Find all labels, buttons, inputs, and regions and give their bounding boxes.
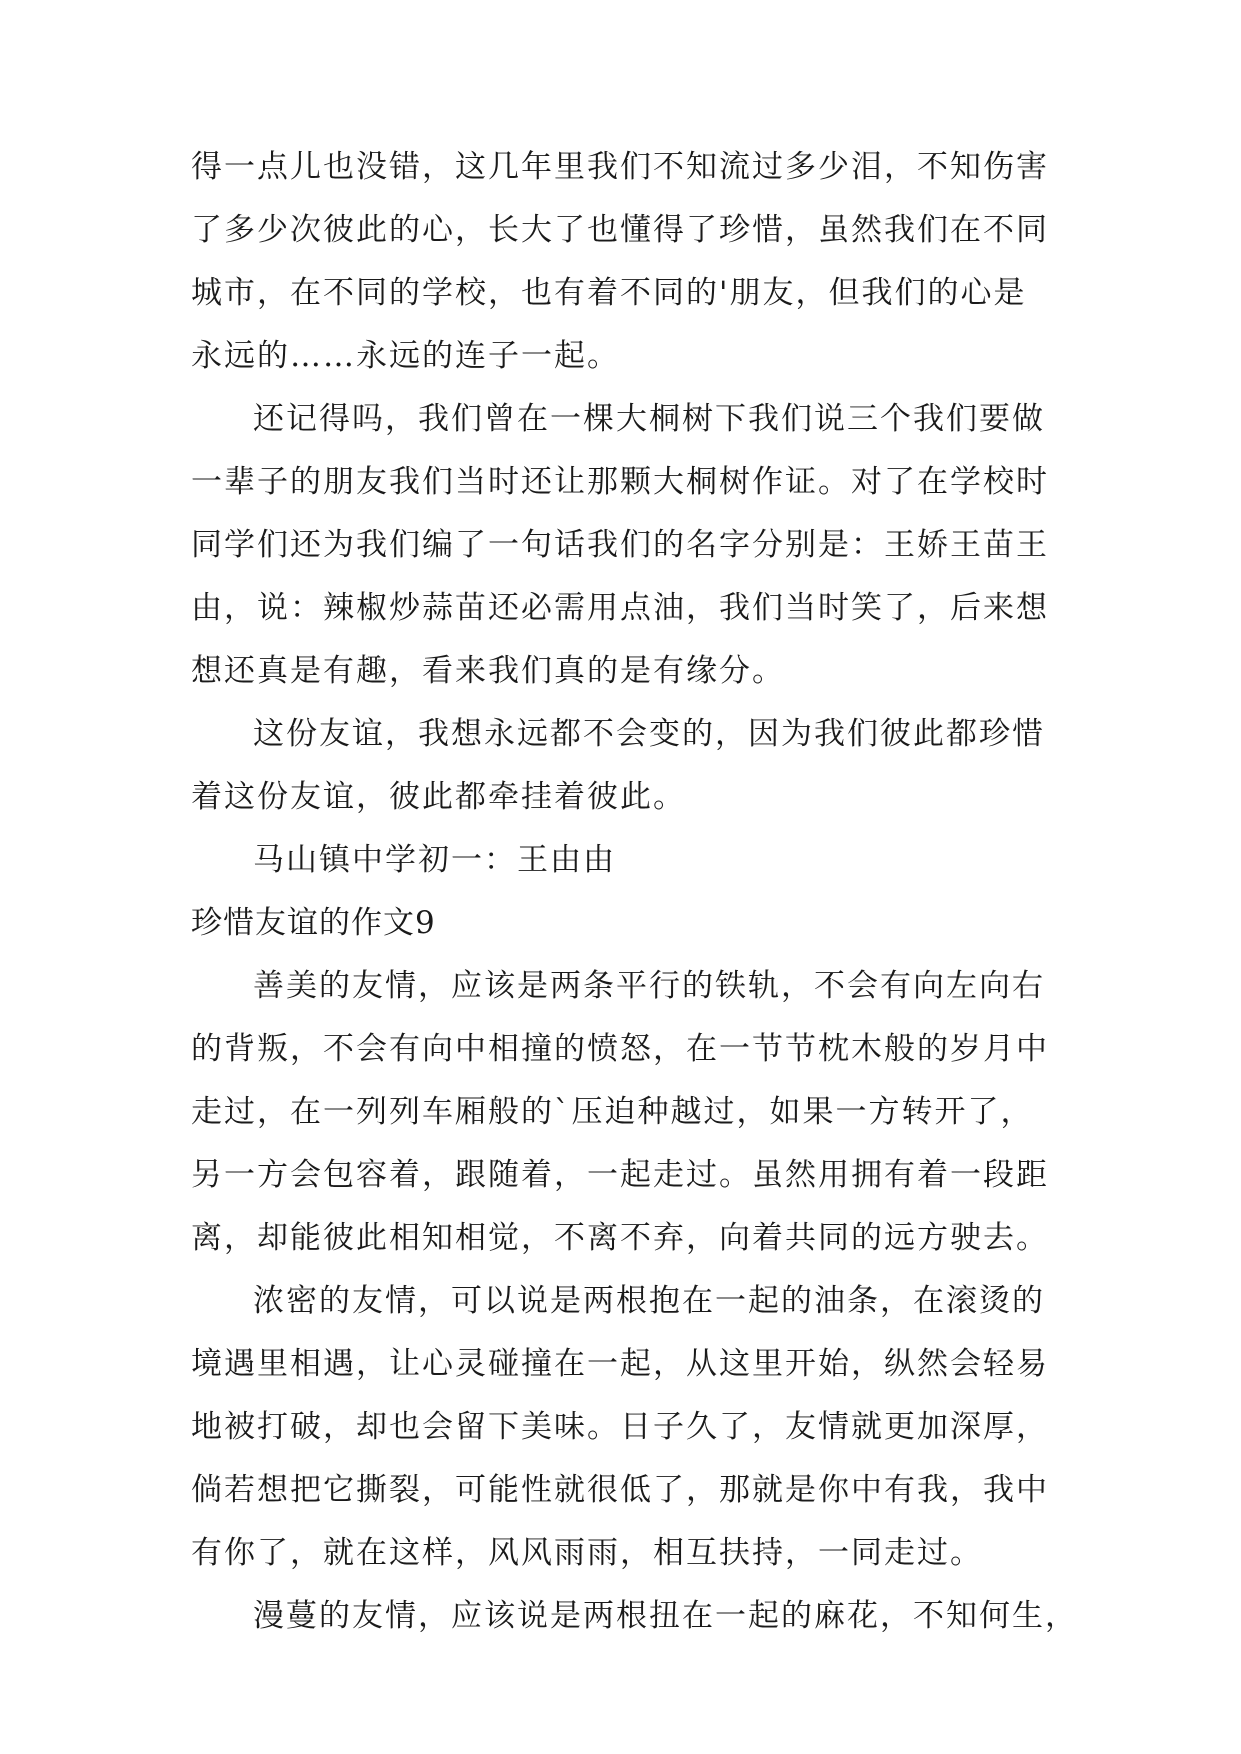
text-line: 同学们还为我们编了一句话我们的名字分别是：王娇王苗王 xyxy=(191,527,1049,563)
paragraph-start-line: 善美的友情，应该是两条平行的铁轨，不会有向左向右 xyxy=(253,968,1045,1004)
author-signature: 马山镇中学初一：王由由 xyxy=(253,842,616,878)
text-line: 得一点儿也没错，这几年里我们不知流过多少泪，不知伤害 xyxy=(191,149,1049,185)
paragraph-start-line: 浓密的友情，可以说是两根抱在一起的油条，在滚烫的 xyxy=(253,1283,1045,1319)
section-heading: 珍惜友谊的作文9 xyxy=(191,905,436,941)
text-line: 着这份友谊，彼此都牵挂着彼此。 xyxy=(191,779,686,815)
text-line: 有你了，就在这样，风风雨雨，相互扶持，一同走过。 xyxy=(191,1535,983,1571)
text-line: 另一方会包容着，跟随着，一起走过。虽然用拥有着一段距 xyxy=(191,1157,1049,1193)
text-line: 境遇里相遇，让心灵碰撞在一起，从这里开始，纵然会轻易 xyxy=(191,1346,1049,1382)
text-line: 走过，在一列列车厢般的`压迫种越过，如果一方转开了， xyxy=(191,1094,1034,1130)
paragraph-start-line: 这份友谊，我想永远都不会变的，因为我们彼此都珍惜 xyxy=(253,716,1045,752)
text-line: 了多少次彼此的心，长大了也懂得了珍惜，虽然我们在不同 xyxy=(191,212,1049,248)
text-line: 想还真是有趣，看来我们真的是有缘分。 xyxy=(191,653,785,689)
paragraph-start-line: 漫蔓的友情，应该说是两根扭在一起的麻花，不知何生， xyxy=(253,1598,1078,1634)
paragraph-start-line: 还记得吗，我们曾在一棵大桐树下我们说三个我们要做 xyxy=(253,401,1045,437)
text-line: 倘若想把它撕裂，可能性就很低了，那就是你中有我，我中 xyxy=(191,1472,1049,1508)
text-line: 一辈子的朋友我们当时还让那颗大桐树作证。对了在学校时 xyxy=(191,464,1049,500)
text-line: 离，却能彼此相知相觉，不离不弃，向着共同的远方驶去。 xyxy=(191,1220,1049,1256)
text-line: 城市，在不同的学校，也有着不同的'朋友，但我们的心是 xyxy=(191,275,1027,311)
text-line: 地被打破，却也会留下美味。日子久了，友情就更加深厚， xyxy=(191,1409,1049,1445)
text-line: 永远的……永远的连子一起。 xyxy=(191,338,620,374)
text-line: 的背叛，不会有向中相撞的愤怒，在一节节枕木般的岁月中 xyxy=(191,1031,1049,1067)
document-body xyxy=(191,136,1078,1648)
text-line: 由，说：辣椒炒蒜苗还必需用点油，我们当时笑了，后来想 xyxy=(191,590,1049,626)
